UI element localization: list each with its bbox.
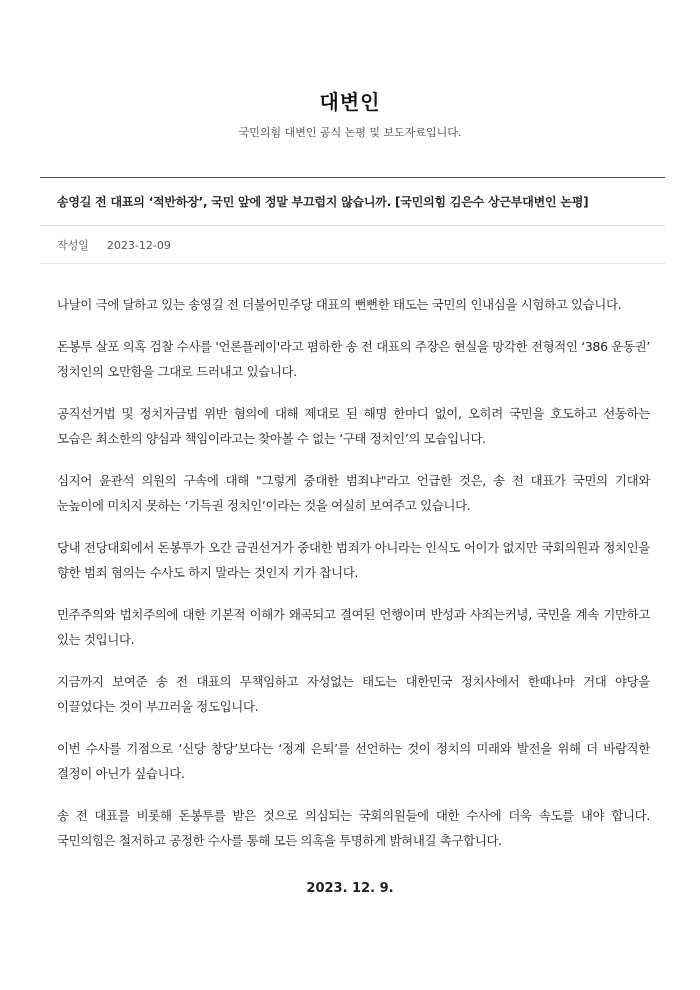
paragraph: 공직선거법 및 정치자금법 위반 혐의에 대해 제대로 된 해명 한마디 없이, 오히려 국민을 호도하고 선동하는 모습은 최소한의 양심과 책임이라고는 찾아볼 수 없는 ‘구태 정치인’의 모습입니다. bbox=[57, 406, 650, 446]
paragraph: 송 전 대표를 비롯해 돈봉투를 받은 것으로 의심되는 국회의원들에 대한 수사에 더욱 속도를 내야 합니다. 국민의힘은 철저하고 공정한 수사를 통해 모든 의혹을 투명하게 밝혀내길 촉구합니다. bbox=[57, 808, 650, 848]
paragraph: 나날이 극에 달하고 있는 송영길 전 더불어민주당 대표의 뻔뻔한 태도는 국민의 인내심을 시험하고 있습니다. bbox=[57, 297, 622, 312]
paragraph: 당내 전당대회에서 돈봉투가 오간 금권선거가 중대한 범죄가 아니라는 인식도 어이가 없지만 국회의원과 정치인을 향한 범죄 혐의는 수사도 하지 말라는 것인지 기가 찹니다. bbox=[57, 540, 650, 580]
closing-date: 2023. 12. 9. bbox=[306, 881, 394, 896]
meta-divider bbox=[40, 263, 665, 264]
header-divider bbox=[40, 177, 665, 178]
paragraph: 돈봉투 살포 의혹 검찰 수사를 '언론플레이'라고 폄하한 송 전 대표의 주장은 현실을 망각한 전형적인 ‘386 운동권’ 정치인의 오만함을 그대로 드러내고 있습니다. bbox=[57, 339, 650, 379]
paragraph: 심지어 윤관석 의원의 구속에 대해 "그렇게 중대한 범죄냐"라고 언급한 것은, 송 전 대표가 국민의 기대와 눈높이에 미치지 못하는 ‘기득권 정치인’이라는 것을 여실히 보여주고 있습니다. bbox=[57, 473, 650, 513]
paragraph: 지금까지 보여준 송 전 대표의 무책임하고 자성없는 태도는 대한민국 정치사에서 한때나마 거대 야당을 이끌었다는 것이 부끄러울 정도입니다. bbox=[57, 674, 650, 714]
post-body bbox=[57, 292, 650, 870]
page-title: 대변인 bbox=[319, 90, 381, 114]
post-meta bbox=[57, 237, 171, 253]
title-divider bbox=[40, 225, 665, 226]
date-label: 작성일 bbox=[57, 239, 89, 252]
post-date: 2023-12-09 bbox=[106, 239, 171, 252]
paragraph: 민주주의와 법치주의에 대한 기본적 이해가 왜곡되고 결여된 언행이며 반성과 사죄는커녕, 국민을 계속 기만하고 있는 것입니다. bbox=[57, 607, 650, 647]
paragraph: 이번 수사를 기점으로 ‘신당 창당’보다는 ‘정계 은퇴’를 선언하는 것이 정치의 미래와 발전을 위해 더 바람직한 결정이 아닌가 싶습니다. bbox=[57, 741, 650, 781]
page-subtitle: 국민의힘 대변인 공식 논평 및 보도자료입니다. bbox=[238, 126, 462, 139]
post-title: 송영길 전 대표의 ‘적반하장’, 국민 앞에 정말 부끄럽지 않습니까. [국민의힘 김은수 상근부대변인 논평] bbox=[57, 195, 589, 209]
